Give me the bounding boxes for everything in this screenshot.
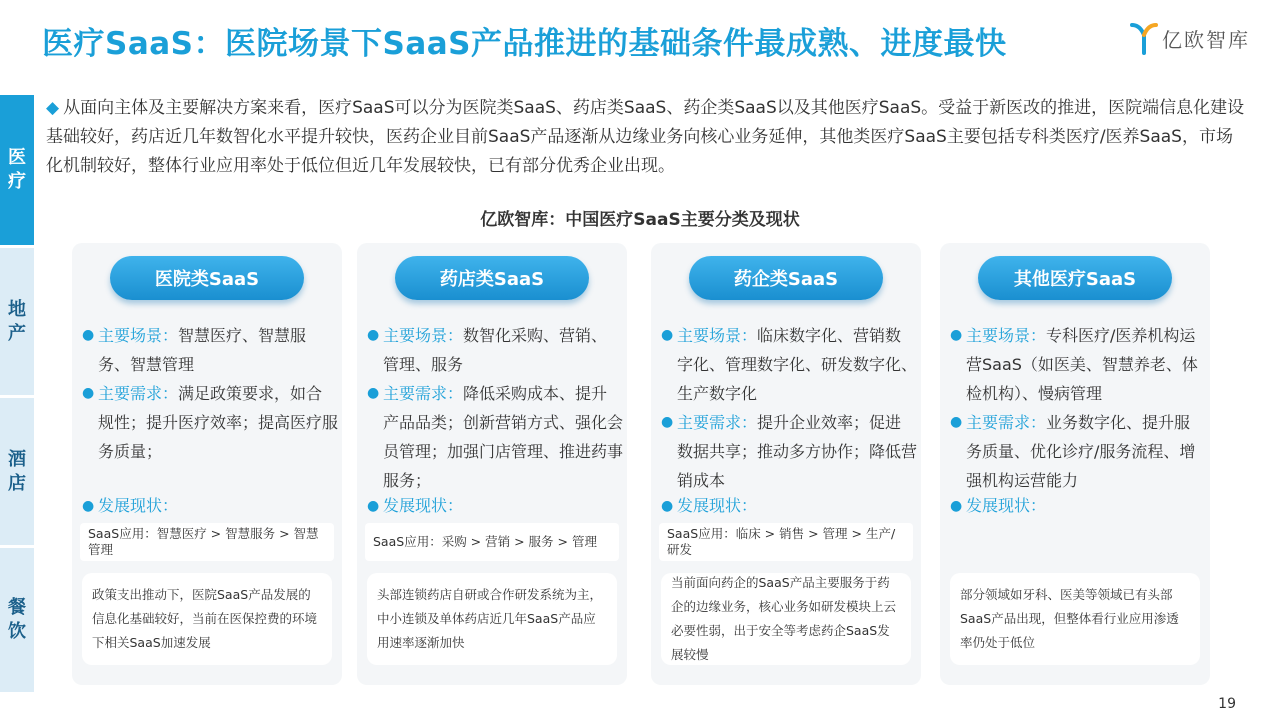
demand-value: 业务数字化、提升服务质量、优化诊疗/服务流程、增强机构运营能力	[966, 413, 1196, 490]
intro-paragraph	[46, 94, 1246, 181]
demand-item	[950, 408, 1206, 495]
status-note: 当前面向药企的SaaS产品主要服务于药企的边缘业务，核心业务如研发模块上云必要性弱，出于安全等考虑药企SaaS发展较慢	[661, 573, 911, 665]
intro-text: 从面向主体及主要解决方案来看，医疗SaaS可以分为医院类SaaS、药店类SaaS、药企类SaaS以及其他医疗SaaS。受益于新医改的推进，医院端信息化建设基础较好，药店近几年数智化水平提升较快，医药企业目前SaaS产品逐渐从边缘业务向核心业务延伸，其他类医疗SaaS主要包括专科类医疗/医养SaaS，市场化机制较好，整体行业应用率处于低位但近几年发展较快，已有部分优秀企业出现。	[46, 98, 1245, 176]
bullet-dot-icon: ●	[950, 498, 963, 514]
status-heading	[950, 494, 1046, 518]
saas-flow: SaaS应用：临床 > 销售 > 管理 > 生产/研发	[659, 523, 913, 561]
demand-label: 主要需求：	[677, 413, 758, 432]
demand-value: 降低采购成本、提升产品品类；创新营销方式、强化会员管理；加强门店管理、推进药事服务；	[383, 384, 624, 490]
sidebar-item-hotel[interactable]	[0, 398, 34, 545]
demand-label: 主要需求：	[966, 413, 1047, 432]
scene-label: 主要场景：	[677, 326, 758, 345]
page-number: 19	[1218, 696, 1236, 712]
bullet-dot-icon: ●	[367, 327, 380, 343]
scene-item	[661, 321, 917, 408]
status-heading	[82, 494, 178, 518]
card-title: 其他医疗SaaS	[978, 256, 1172, 300]
demand-value: 提升企业效率；促进数据共享；推动多方协作；降低营销成本	[677, 413, 918, 490]
saas-flow: SaaS应用：采购 > 营销 > 服务 > 管理	[365, 523, 619, 561]
category-card-other	[940, 243, 1210, 685]
bullet-dot-icon: ●	[367, 385, 380, 401]
card-title: 医院类SaaS	[110, 256, 304, 300]
scene-label: 主要场景：	[966, 326, 1047, 345]
status-note: 头部连锁药店自研或合作研发系统为主，中小连锁及单体药店近几年SaaS产品应用速率逐渐加快	[367, 573, 617, 665]
category-card-pharma	[651, 243, 921, 685]
page-title: 医疗SaaS：医院场景下SaaS产品推进的基础条件最成熟、进度最快	[42, 26, 1007, 62]
card-items	[82, 321, 338, 466]
demand-item	[661, 408, 917, 495]
bullet-dot-icon: ●	[661, 414, 674, 430]
sidebar-item-label: 医 疗	[8, 147, 26, 192]
logo-text: 亿欧智库	[1162, 27, 1250, 52]
status-heading	[367, 494, 463, 518]
demand-label: 主要需求：	[98, 384, 179, 403]
status-note: 部分领域如牙科、医美等领域已有头部SaaS产品出现，但整体看行业应用渗透率仍处于低位	[950, 573, 1200, 665]
card-items	[661, 321, 917, 495]
saas-flow: SaaS应用：智慧医疗 > 智慧服务 > 智慧管理	[80, 523, 334, 561]
card-items	[950, 321, 1206, 495]
card-items	[367, 321, 623, 495]
sidebar-item-label: 酒 店	[8, 448, 26, 494]
sidebar-item-label: 地 产	[8, 298, 26, 344]
section-title: 亿欧智库：中国医疗SaaS主要分类及现状	[480, 210, 800, 230]
logo-icon	[1130, 21, 1158, 55]
status-note: 政策支出推动下，医院SaaS产品发展的信息化基础较好，当前在医保控费的环境下相关SaaS加速发展	[82, 573, 332, 665]
status-heading	[661, 494, 757, 518]
category-card-hospital	[72, 243, 342, 685]
diamond-bullet-icon: ◆	[46, 98, 60, 118]
status-label: 发展现状：	[966, 496, 1047, 515]
status-label: 发展现状：	[383, 496, 464, 515]
status-label: 发展现状：	[677, 496, 758, 515]
bullet-dot-icon: ●	[82, 498, 95, 514]
sidebar-item-real-estate[interactable]	[0, 248, 34, 395]
bullet-dot-icon: ●	[367, 498, 380, 514]
bullet-dot-icon: ●	[950, 414, 963, 430]
demand-item	[367, 379, 623, 495]
scene-value: 临床数字化、营销数字化、管理数字化、研发数字化、生产数字化	[677, 326, 918, 403]
scene-value: 数智化采购、营销、管理、服务	[383, 326, 608, 374]
card-title: 药店类SaaS	[395, 256, 589, 300]
demand-value: 满足政策要求，如合规性；提升医疗效率；提高医疗服务质量；	[98, 384, 339, 461]
bullet-dot-icon: ●	[82, 385, 95, 401]
logo	[1130, 20, 1250, 56]
bullet-dot-icon: ●	[661, 498, 674, 514]
scene-value: 智慧医疗、智慧服务、智慧管理	[98, 326, 307, 374]
scene-item	[950, 321, 1206, 408]
sidebar	[0, 95, 34, 692]
demand-item	[82, 379, 338, 466]
bullet-dot-icon: ●	[82, 327, 95, 343]
status-label: 发展现状：	[98, 496, 179, 515]
scene-item	[82, 321, 338, 379]
scene-value: 专科医疗/医养机构运营SaaS（如医美、智慧养老、体检机构）、慢病管理	[966, 326, 1198, 403]
scene-label: 主要场景：	[98, 326, 179, 345]
demand-label: 主要需求：	[383, 384, 464, 403]
bullet-dot-icon: ●	[661, 327, 674, 343]
scene-label: 主要场景：	[383, 326, 464, 345]
scene-item	[367, 321, 623, 379]
sidebar-item-catering[interactable]	[0, 548, 34, 692]
card-title: 药企类SaaS	[689, 256, 883, 300]
category-card-pharmacy	[357, 243, 627, 685]
sidebar-item-label: 餐 饮	[8, 597, 26, 642]
bullet-dot-icon: ●	[950, 327, 963, 343]
